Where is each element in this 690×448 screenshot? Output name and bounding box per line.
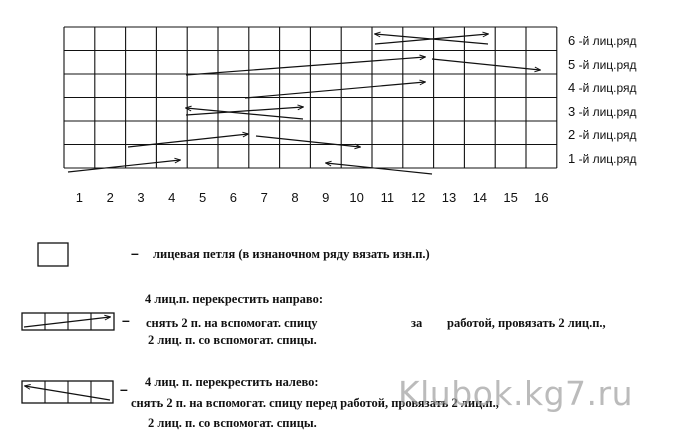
cross-left-dash: – bbox=[120, 381, 128, 397]
row-label-number: 5 bbox=[568, 56, 576, 72]
knit-stitch-symbol bbox=[38, 243, 68, 266]
row-label-text: -й лиц.ряд bbox=[575, 128, 637, 142]
column-number: 15 bbox=[503, 190, 518, 205]
column-number: 10 bbox=[349, 190, 364, 205]
cross-right-title: 4 лиц.п. перекрестить направо: bbox=[145, 292, 324, 306]
row-label-number: 4 bbox=[568, 80, 576, 95]
cross-right-line3: 2 лиц. п. со вспомогат. спицы. bbox=[148, 333, 317, 347]
cable-arrow bbox=[68, 160, 180, 172]
row-label bbox=[568, 80, 637, 95]
row-label-text: -й лиц.ряд bbox=[575, 34, 637, 48]
cross-right-symbol bbox=[22, 313, 114, 330]
column-number: 13 bbox=[441, 190, 457, 205]
cross-left-line2: снять 2 п. на вспомогат. спицу перед работой, провязать 2 лиц.п., bbox=[131, 396, 499, 410]
chart-grid bbox=[64, 27, 557, 168]
row-label bbox=[568, 127, 637, 142]
cross-right-line2b: за bbox=[411, 316, 423, 330]
row-label bbox=[568, 104, 637, 119]
column-number: 3 bbox=[137, 190, 145, 205]
column-number: 6 bbox=[229, 190, 238, 205]
cross-left-symbol bbox=[22, 381, 113, 403]
cable-arrow bbox=[245, 82, 425, 98]
row-label-number: 6 bbox=[568, 33, 576, 48]
row-label-text: -й лиц.ряд bbox=[575, 81, 637, 95]
column-number: 4 bbox=[168, 190, 176, 205]
column-number: 8 bbox=[291, 190, 299, 205]
row-label-text: -й лиц.ряд bbox=[575, 104, 637, 119]
column-number: 7 bbox=[260, 190, 268, 205]
knit-legend-dash: – bbox=[131, 245, 139, 261]
column-number: 2 bbox=[106, 190, 114, 205]
row-label-text: -й лиц.ряд bbox=[575, 57, 637, 72]
row-label bbox=[568, 33, 637, 48]
cross-left-title: 4 лиц. п. перекрестить налево: bbox=[145, 375, 319, 389]
row-label-number: 1 bbox=[568, 150, 576, 166]
cable-arrow bbox=[432, 59, 540, 70]
column-number: 11 bbox=[380, 190, 395, 205]
row-label-text: -й лиц.ряд bbox=[575, 151, 637, 166]
site-watermark: Klubok.kg7.ru bbox=[398, 374, 633, 413]
column-number: 14 bbox=[472, 190, 488, 205]
row-label-number: 3 bbox=[568, 103, 576, 119]
cross-left-line3: 2 лиц. п. со вспомогат. спицы. bbox=[148, 416, 317, 430]
chart-arrows bbox=[68, 34, 540, 174]
row-label bbox=[568, 57, 637, 72]
column-number: 1 bbox=[75, 190, 84, 205]
column-number: 12 bbox=[410, 190, 426, 205]
column-number: 9 bbox=[322, 190, 330, 205]
cable-arrow bbox=[186, 57, 425, 75]
row-label-number: 2 bbox=[568, 127, 576, 142]
knit-legend-text: лицевая петля (в изнаночном ряду вязать изн.п.) bbox=[153, 247, 430, 261]
cross-right-dash: – bbox=[122, 312, 130, 328]
cross-right-line2a: снять 2 п. на вспомогат. спицу bbox=[146, 316, 318, 330]
row-label bbox=[568, 151, 637, 166]
cable-arrow bbox=[256, 136, 360, 147]
column-number: 5 bbox=[198, 190, 207, 205]
column-numbers bbox=[76, 190, 549, 205]
cross-right-line2c: работой, провязать 2 лиц.п., bbox=[447, 316, 606, 330]
column-number: 16 bbox=[534, 190, 549, 205]
